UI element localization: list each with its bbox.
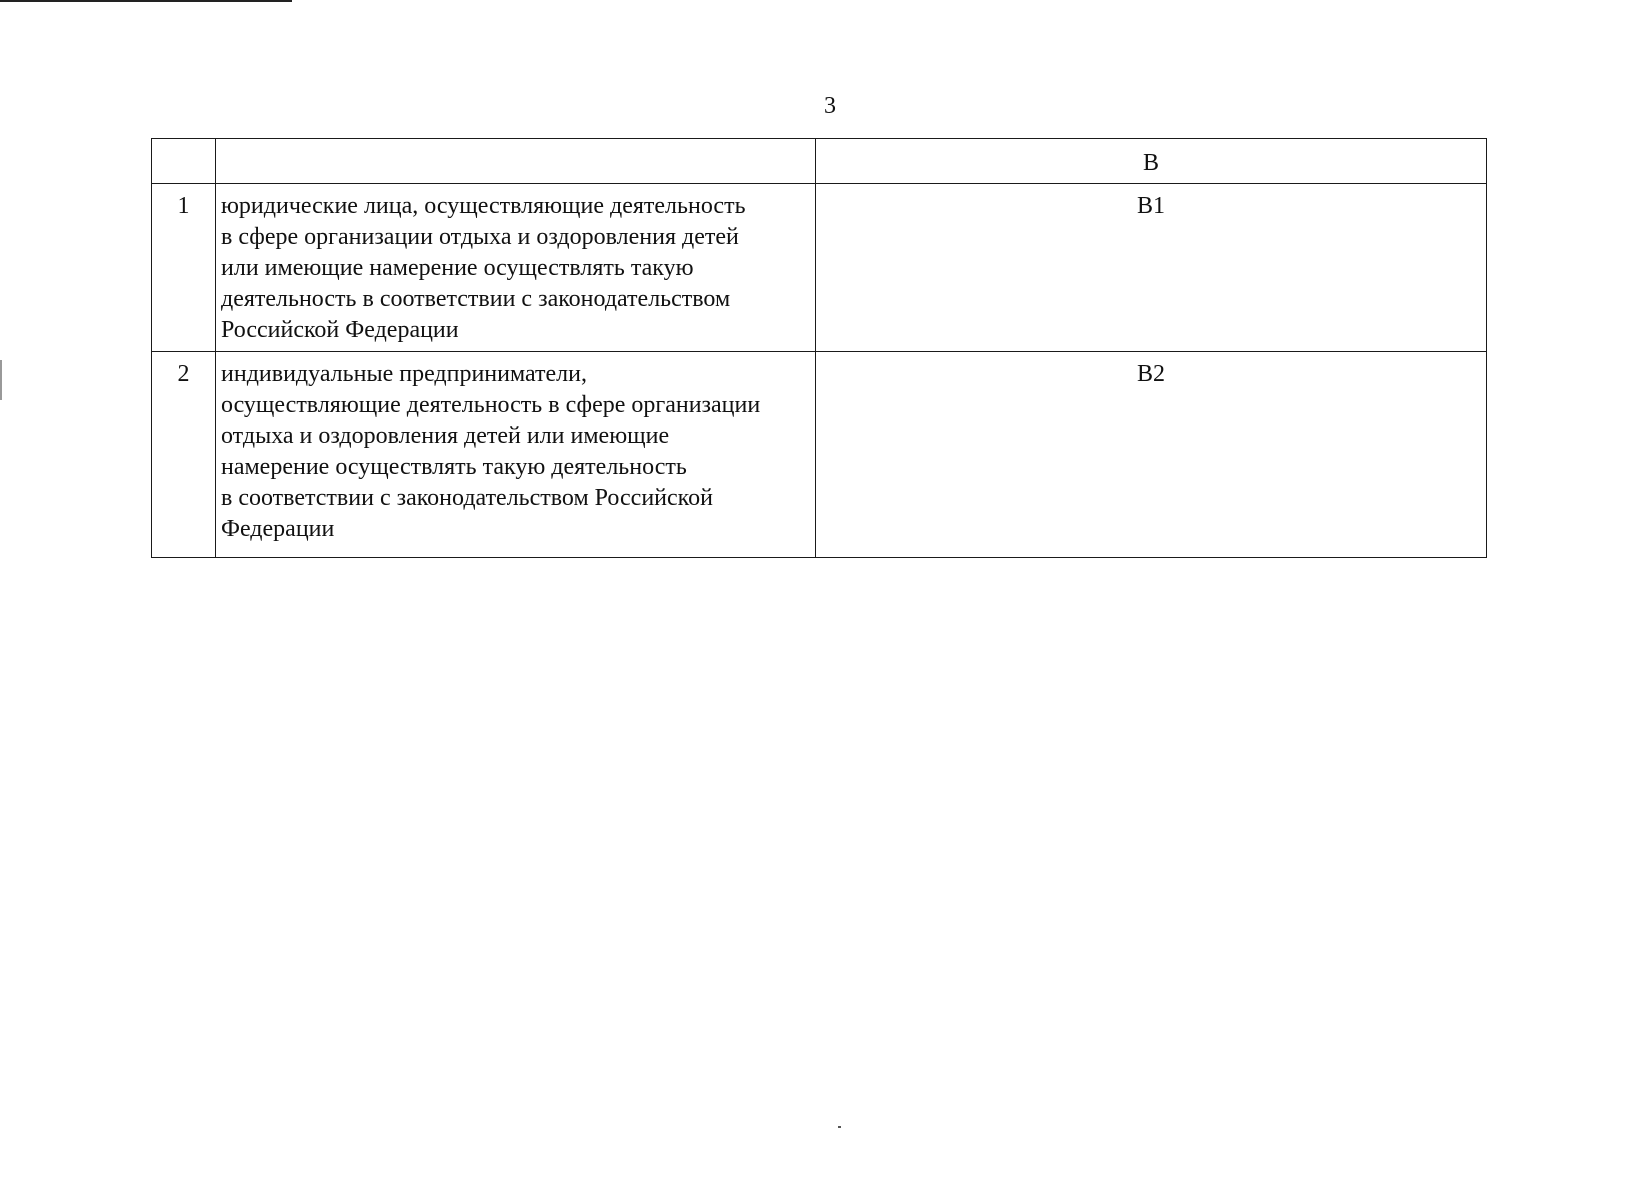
description-line: Российской Федерации: [221, 317, 459, 343]
page-number: 3: [824, 93, 836, 119]
row-description: [216, 184, 816, 352]
row-number: 1: [152, 184, 216, 352]
scan-edge-top: [0, 0, 292, 2]
header-code-cell: В: [816, 139, 1487, 184]
description-line: индивидуальные предприниматели,: [221, 361, 587, 387]
description-line: намерение осуществлять такую деятельность: [221, 454, 687, 480]
row-number: 2: [152, 352, 216, 558]
row-code: В2: [816, 352, 1487, 558]
description-line: отдыха и оздоровления детей или имеющие: [221, 423, 670, 449]
description-line: в соответствии с законодательством Российской: [221, 485, 713, 511]
row-code: В1: [816, 184, 1487, 352]
header-num-cell: [152, 139, 216, 184]
description-line: осуществляющие деятельность в сфере организации: [221, 392, 761, 418]
table-row: [152, 352, 1487, 558]
row-description: [216, 352, 816, 558]
document-table: [151, 138, 1487, 558]
header-description-cell: [216, 139, 816, 184]
scan-mark-left: [0, 360, 2, 400]
description-line: юридические лица, осуществляющие деятельность: [221, 193, 746, 219]
description-line: деятельность в соответствии с законодательством: [221, 286, 731, 312]
description-line: или имеющие намерение осуществлять такую: [221, 255, 694, 281]
description-line: в сфере организации отдыха и оздоровления детей: [221, 224, 739, 250]
table-header-row: [152, 139, 1487, 184]
table-row: [152, 184, 1487, 352]
scan-speck: [838, 1126, 841, 1128]
description-line: Федерации: [221, 516, 335, 542]
